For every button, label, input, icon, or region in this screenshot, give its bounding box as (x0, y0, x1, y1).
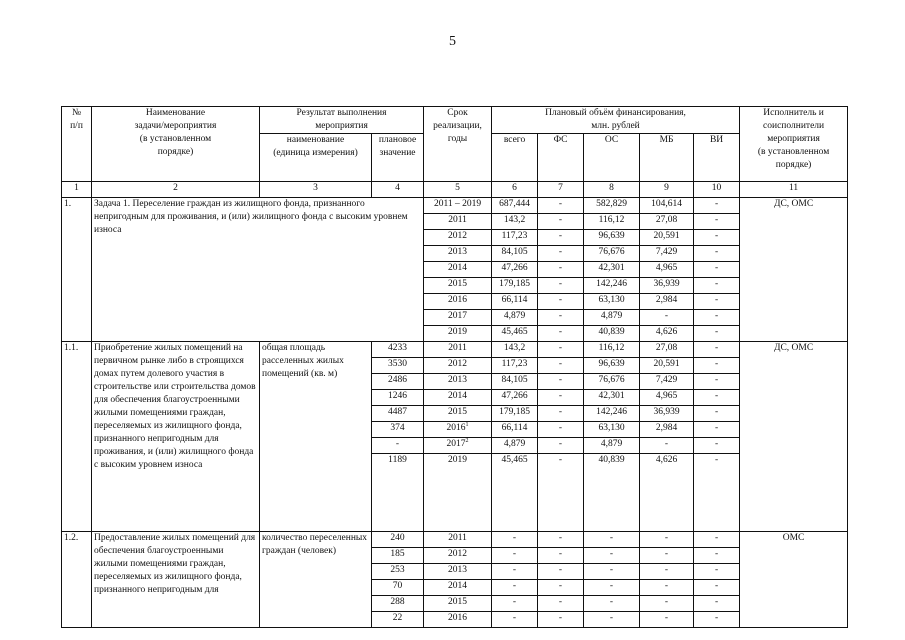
fin-fs-cell: - (538, 230, 584, 246)
year-text: 2015 (448, 407, 468, 417)
col-number: 5 (424, 182, 492, 198)
fin-mb-cell: 104,614 (640, 198, 694, 214)
fin-vi-cell: - (694, 580, 740, 596)
fin-total-cell: 143,2 (492, 342, 538, 358)
table-row (62, 198, 848, 214)
plan-value-cell: 240 (372, 532, 424, 548)
fin-mb-cell: 4,965 (640, 262, 694, 278)
plan-value-cell: 1189 (372, 454, 424, 532)
fin-fs-cell: - (538, 198, 584, 214)
plan-value-cell: 3530 (372, 358, 424, 374)
fin-vi-cell: - (694, 246, 740, 262)
year-text: 2011 (448, 343, 467, 353)
fin-mb-cell: 2,984 (640, 294, 694, 310)
fin-os-cell: 40,839 (584, 326, 640, 342)
fin-vi-cell: - (694, 198, 740, 214)
fin-vi-cell: - (694, 310, 740, 326)
year-cell: 2019 (424, 326, 492, 342)
fin-mb-cell: 20,591 (640, 358, 694, 374)
task-text: Предоставление жилых помещений для обеспечения благоустроенными жилыми помещениями граждан, переселяемых из жилищного фонда, признанного непригодным для (92, 532, 260, 628)
fin-os-cell: 582,829 (584, 198, 640, 214)
fin-fs-cell: - (538, 310, 584, 326)
fin-fs-cell: - (538, 422, 584, 438)
footnote-mark: 1 (465, 421, 469, 428)
plan-value-cell: 374 (372, 422, 424, 438)
fin-os-cell: 142,246 (584, 406, 640, 422)
task-text: Приобретение жилых помещений на первичном рынке либо в строящихся домах путем долевого участия в строительстве или строительства домов для обеспечения благоустроенными жилыми помещениями граждан, переселяемых из жилищного фонда, признанного непригодным для проживания, и (или) жилищного фонда с высоким уровнем износа (92, 342, 260, 532)
plan-value-cell: 1246 (372, 390, 424, 406)
year-cell: 2013 (424, 564, 492, 580)
fin-vi-cell: - (694, 294, 740, 310)
fin-fs-cell: - (538, 596, 584, 612)
fin-fs-cell: - (538, 454, 584, 532)
fin-total-cell: - (492, 548, 538, 564)
fin-vi-cell: - (694, 406, 740, 422)
year-cell (424, 406, 492, 422)
fin-fs-cell: - (538, 374, 584, 390)
fin-mb-cell: - (640, 532, 694, 548)
fin-mb-cell: 27,08 (640, 214, 694, 230)
row-number: 1. (62, 198, 92, 342)
fin-os-cell: 116,12 (584, 342, 640, 358)
fin-fs-cell: - (538, 548, 584, 564)
year-cell: 2017 (424, 310, 492, 326)
fin-mb-cell: 20,591 (640, 230, 694, 246)
fin-mb-cell: 7,429 (640, 374, 694, 390)
fin-fs-cell: - (538, 262, 584, 278)
fin-fs-cell: - (538, 438, 584, 454)
header-fin-os: ОС (584, 134, 640, 182)
result-name-cell: общая площадь расселенных жилых помещений (кв. м) (260, 342, 372, 532)
fin-total-cell: 179,185 (492, 406, 538, 422)
year-cell: 2016 (424, 294, 492, 310)
col-number: 3 (260, 182, 372, 198)
plan-value-cell: 70 (372, 580, 424, 596)
fin-mb-cell: 27,08 (640, 342, 694, 358)
header-fin-mb: МБ (640, 134, 694, 182)
fin-os-cell: 116,12 (584, 214, 640, 230)
year-cell: 2013 (424, 246, 492, 262)
fin-fs-cell: - (538, 358, 584, 374)
year-text: 2016 (446, 423, 466, 433)
year-text: 2012 (448, 359, 468, 369)
fin-mb-cell: 2,984 (640, 422, 694, 438)
fin-mb-cell: - (640, 310, 694, 326)
fin-os-cell: 63,130 (584, 422, 640, 438)
fin-total-cell: 66,114 (492, 422, 538, 438)
plan-value-cell: 2486 (372, 374, 424, 390)
footnote-mark: 2 (465, 437, 469, 444)
fin-vi-cell: - (694, 278, 740, 294)
header-result-plan: плановое значение (372, 134, 424, 182)
plan-value-cell: 185 (372, 548, 424, 564)
year-cell: 2015 (424, 596, 492, 612)
fin-os-cell: 96,639 (584, 358, 640, 374)
year-cell (424, 422, 492, 438)
plan-value-cell: 253 (372, 564, 424, 580)
year-cell: 2015 (424, 278, 492, 294)
year-text: 2014 (448, 391, 468, 401)
year-cell: 2014 (424, 262, 492, 278)
fin-total-cell: 143,2 (492, 214, 538, 230)
row-number: 1.2. (62, 532, 92, 628)
header-task-name: Наименование задачи/мероприятия (в установленном порядке) (92, 107, 260, 182)
fin-total-cell: 117,23 (492, 230, 538, 246)
header-term: Срок реализации, годы (424, 107, 492, 182)
fin-total-cell: 117,23 (492, 358, 538, 374)
fin-os-cell: 96,639 (584, 230, 640, 246)
fin-total-cell: 66,114 (492, 294, 538, 310)
fin-total-cell: 179,185 (492, 278, 538, 294)
col-number: 4 (372, 182, 424, 198)
fin-total-cell: - (492, 564, 538, 580)
year-cell (424, 454, 492, 532)
fin-vi-cell: - (694, 596, 740, 612)
fin-total-cell: 84,105 (492, 246, 538, 262)
col-number: 1 (62, 182, 92, 198)
fin-mb-cell: - (640, 438, 694, 454)
fin-total-cell: 47,266 (492, 390, 538, 406)
year-cell: 2012 (424, 548, 492, 564)
fin-os-cell: - (584, 612, 640, 628)
year-text: 2013 (448, 375, 468, 385)
fin-os-cell: - (584, 548, 640, 564)
fin-vi-cell: - (694, 390, 740, 406)
fin-total-cell: - (492, 612, 538, 628)
plan-value-cell: 288 (372, 596, 424, 612)
header-executor: Исполнитель и соисполнители мероприятия (в установленном порядке) (740, 107, 848, 182)
plan-value-cell: - (372, 438, 424, 454)
fin-os-cell: 76,676 (584, 246, 640, 262)
year-text: 2019 (448, 455, 468, 465)
executor-cell: ДС, ОМС (740, 342, 848, 532)
fin-mb-cell: 4,626 (640, 326, 694, 342)
fin-mb-cell: 4,965 (640, 390, 694, 406)
fin-os-cell: 76,676 (584, 374, 640, 390)
fin-vi-cell: - (694, 230, 740, 246)
year-cell (424, 438, 492, 454)
fin-total-cell: 4,879 (492, 310, 538, 326)
financing-table (61, 106, 848, 628)
fin-fs-cell: - (538, 580, 584, 596)
fin-mb-cell: - (640, 580, 694, 596)
fin-os-cell: - (584, 532, 640, 548)
fin-vi-cell: - (694, 326, 740, 342)
fin-os-cell: 4,879 (584, 310, 640, 326)
executor-cell: ОМС (740, 532, 848, 628)
year-text: 2017 (446, 439, 466, 449)
fin-total-cell: 45,465 (492, 454, 538, 532)
col-number: 10 (694, 182, 740, 198)
fin-mb-cell: 36,939 (640, 278, 694, 294)
task-text: Задача 1. Переселение граждан из жилищного фонда, признанного непригодным для проживания, и (или) жилищного фонда с высоким уровнем износа (92, 198, 424, 342)
fin-vi-cell: - (694, 422, 740, 438)
table-row (62, 342, 848, 358)
fin-total-cell: - (492, 596, 538, 612)
fin-vi-cell: - (694, 358, 740, 374)
fin-vi-cell: - (694, 214, 740, 230)
year-cell (424, 390, 492, 406)
header-result-name: наименование (единица измерения) (260, 134, 372, 182)
year-cell: 2011 (424, 532, 492, 548)
fin-os-cell: - (584, 596, 640, 612)
fin-vi-cell: - (694, 564, 740, 580)
result-name-cell: количество переселенных граждан (человек) (260, 532, 372, 628)
year-cell (424, 374, 492, 390)
fin-vi-cell: - (694, 262, 740, 278)
fin-total-cell: 84,105 (492, 374, 538, 390)
fin-vi-cell: - (694, 374, 740, 390)
header-result: Результат выполнения мероприятия (260, 107, 424, 134)
header-financing: Плановый объём финансирования, млн. рублей (492, 107, 740, 134)
fin-mb-cell: - (640, 596, 694, 612)
col-number: 6 (492, 182, 538, 198)
fin-total-cell: - (492, 580, 538, 596)
fin-vi-cell: - (694, 438, 740, 454)
plan-value-cell: 4233 (372, 342, 424, 358)
col-number: 7 (538, 182, 584, 198)
fin-vi-cell: - (694, 454, 740, 532)
header-num: № п/п (62, 107, 92, 182)
fin-mb-cell: - (640, 548, 694, 564)
fin-vi-cell: - (694, 342, 740, 358)
fin-total-cell: 45,465 (492, 326, 538, 342)
fin-mb-cell: - (640, 612, 694, 628)
year-cell (424, 342, 492, 358)
fin-fs-cell: - (538, 278, 584, 294)
year-cell (424, 358, 492, 374)
fin-fs-cell: - (538, 326, 584, 342)
fin-total-cell: 687,444 (492, 198, 538, 214)
fin-os-cell: 42,301 (584, 390, 640, 406)
fin-fs-cell: - (538, 612, 584, 628)
col-number: 11 (740, 182, 848, 198)
fin-mb-cell: 7,429 (640, 246, 694, 262)
header-fin-fs: ФС (538, 134, 584, 182)
fin-os-cell: 142,246 (584, 278, 640, 294)
fin-fs-cell: - (538, 294, 584, 310)
plan-value-cell: 22 (372, 612, 424, 628)
fin-total-cell: 47,266 (492, 262, 538, 278)
col-number: 2 (92, 182, 260, 198)
fin-vi-cell: - (694, 612, 740, 628)
fin-os-cell: 4,879 (584, 438, 640, 454)
fin-fs-cell: - (538, 246, 584, 262)
fin-fs-cell: - (538, 406, 584, 422)
fin-mb-cell: - (640, 564, 694, 580)
fin-fs-cell: - (538, 532, 584, 548)
fin-fs-cell: - (538, 390, 584, 406)
table-row (62, 532, 848, 548)
col-number: 9 (640, 182, 694, 198)
fin-mb-cell: 4,626 (640, 454, 694, 532)
fin-total-cell: 4,879 (492, 438, 538, 454)
header-fin-vi: ВИ (694, 134, 740, 182)
year-cell: 2012 (424, 230, 492, 246)
page-number: 5 (449, 34, 456, 49)
year-cell: 2016 (424, 612, 492, 628)
plan-value-cell: 4487 (372, 406, 424, 422)
fin-os-cell: 40,839 (584, 454, 640, 532)
fin-os-cell: 42,301 (584, 262, 640, 278)
fin-fs-cell: - (538, 342, 584, 358)
year-cell: 2011 – 2019 (424, 198, 492, 214)
year-cell: 2011 (424, 214, 492, 230)
year-cell: 2014 (424, 580, 492, 596)
fin-vi-cell: - (694, 548, 740, 564)
fin-mb-cell: 36,939 (640, 406, 694, 422)
fin-os-cell: - (584, 580, 640, 596)
fin-vi-cell: - (694, 532, 740, 548)
fin-fs-cell: - (538, 214, 584, 230)
row-number: 1.1. (62, 342, 92, 532)
header-fin-total: всего (492, 134, 538, 182)
executor-cell: ДС, ОМС (740, 198, 848, 342)
fin-fs-cell: - (538, 564, 584, 580)
fin-total-cell: - (492, 532, 538, 548)
fin-os-cell: 63,130 (584, 294, 640, 310)
col-number: 8 (584, 182, 640, 198)
fin-os-cell: - (584, 564, 640, 580)
